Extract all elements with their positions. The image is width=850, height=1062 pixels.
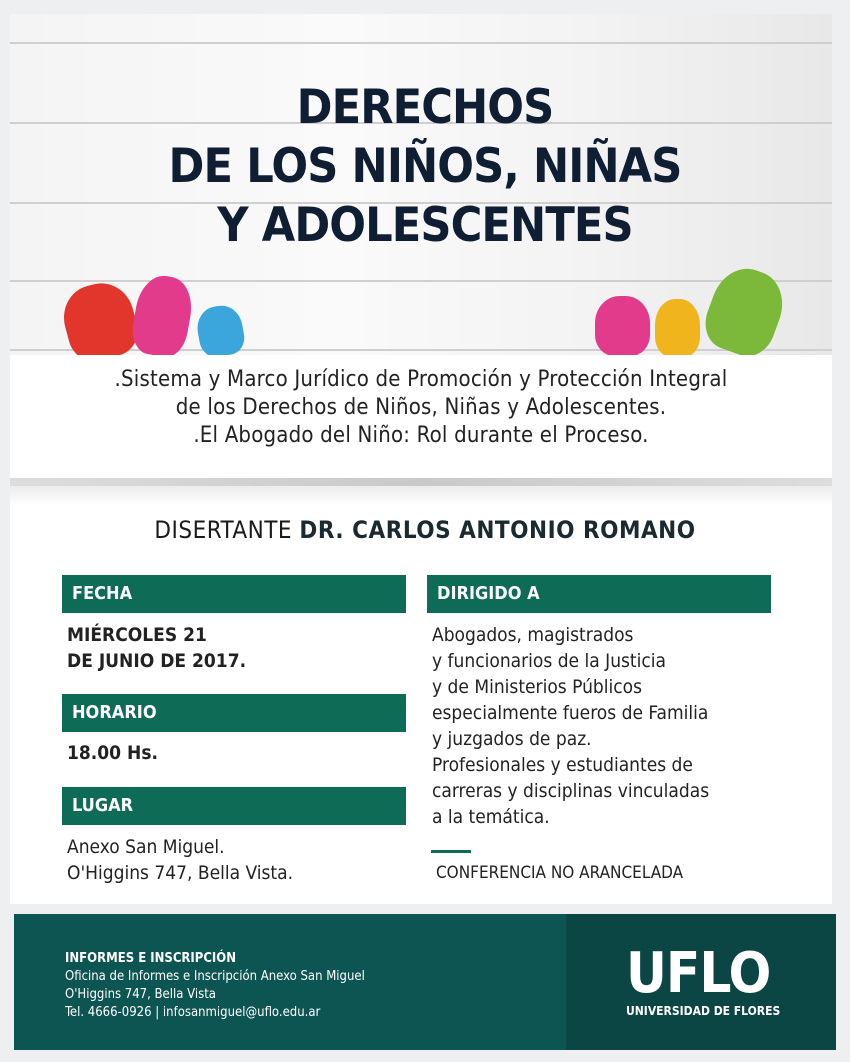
horario-header: HORARIO [62,694,406,732]
footer [14,914,836,1050]
speaker-name: DR. CARLOS ANTONIO ROMANO [299,516,696,544]
green-handprint [698,260,793,355]
red-handprint [56,276,143,355]
horario-value: 18.00 Hs. [67,742,158,764]
contact-heading: INFORMES E INSCRIPCIÓN [65,951,236,966]
topic-line: .El Abogado del Niño: Rol durante el Proceso. [193,423,649,448]
dirigido-value [432,622,709,830]
dirigido-line: a la temática. [432,806,550,828]
dirigido-line: Profesionales y estudiantes de [432,754,693,776]
contact-line: Tel. 4666-0926 | infosanmiguel@uflo.edu.ar [65,1005,321,1020]
topic-line: .Sistema y Marco Jurídico de Promoción y Protección Integral [114,367,728,392]
dirigido-line: Abogados, magistrados [432,624,634,646]
title-line: Y ADOLESCENTES [217,198,633,253]
free-conference-note: CONFERENCIA NO ARANCELADA [436,863,684,883]
shadow [10,486,832,506]
lugar-line: Anexo San Miguel. [67,836,225,858]
contact-line: O'Higgins 747, Bella Vista [65,987,216,1002]
dirigido-header: DIRIGIDO A [427,575,771,613]
title-line: DE LOS NIÑOS, NIÑAS [168,139,682,194]
uflo-logo [626,941,781,1018]
dirigido-line: y de Ministerios Públicos [432,676,643,698]
speaker [0,516,850,544]
magenta-handprint [595,296,650,355]
divider [10,478,832,486]
pink-handprint [128,272,196,355]
speaker-label: DISERTANTE [154,516,293,544]
yellow-handprint [655,299,700,355]
lugar-value [67,834,293,886]
lugar-header: LUGAR [62,787,406,825]
title-line: DERECHOS [296,80,554,135]
blue-handprint [194,302,247,355]
fecha-line: DE JUNIO DE 2017. [67,650,247,672]
page-title [34,78,816,255]
logo-text: UFLO [626,941,771,1006]
dirigido-line: especialmente fueros de Familia [432,702,709,724]
fecha-header: FECHA [62,575,406,613]
lugar-line: O'Higgins 747, Bella Vista. [67,862,294,884]
fecha-value [67,622,246,674]
topics [10,366,832,450]
accent-rule [431,850,471,853]
dirigido-line: y juzgados de paz. [432,728,592,750]
topic-line: de los Derechos de Niños, Niñas y Adolescentes. [175,395,667,420]
fecha-line: MIÉRCOLES 21 [67,624,207,646]
contact-line: Oficina de Informes e Inscripción Anexo San Miguel [65,969,365,984]
contact-info [65,950,365,1022]
dirigido-line: carreras y disciplinas vinculadas [432,780,710,802]
logo-subtitle: UNIVERSIDAD DE FLORES [626,1004,781,1018]
dirigido-line: y funcionarios de la Justicia [432,650,667,672]
